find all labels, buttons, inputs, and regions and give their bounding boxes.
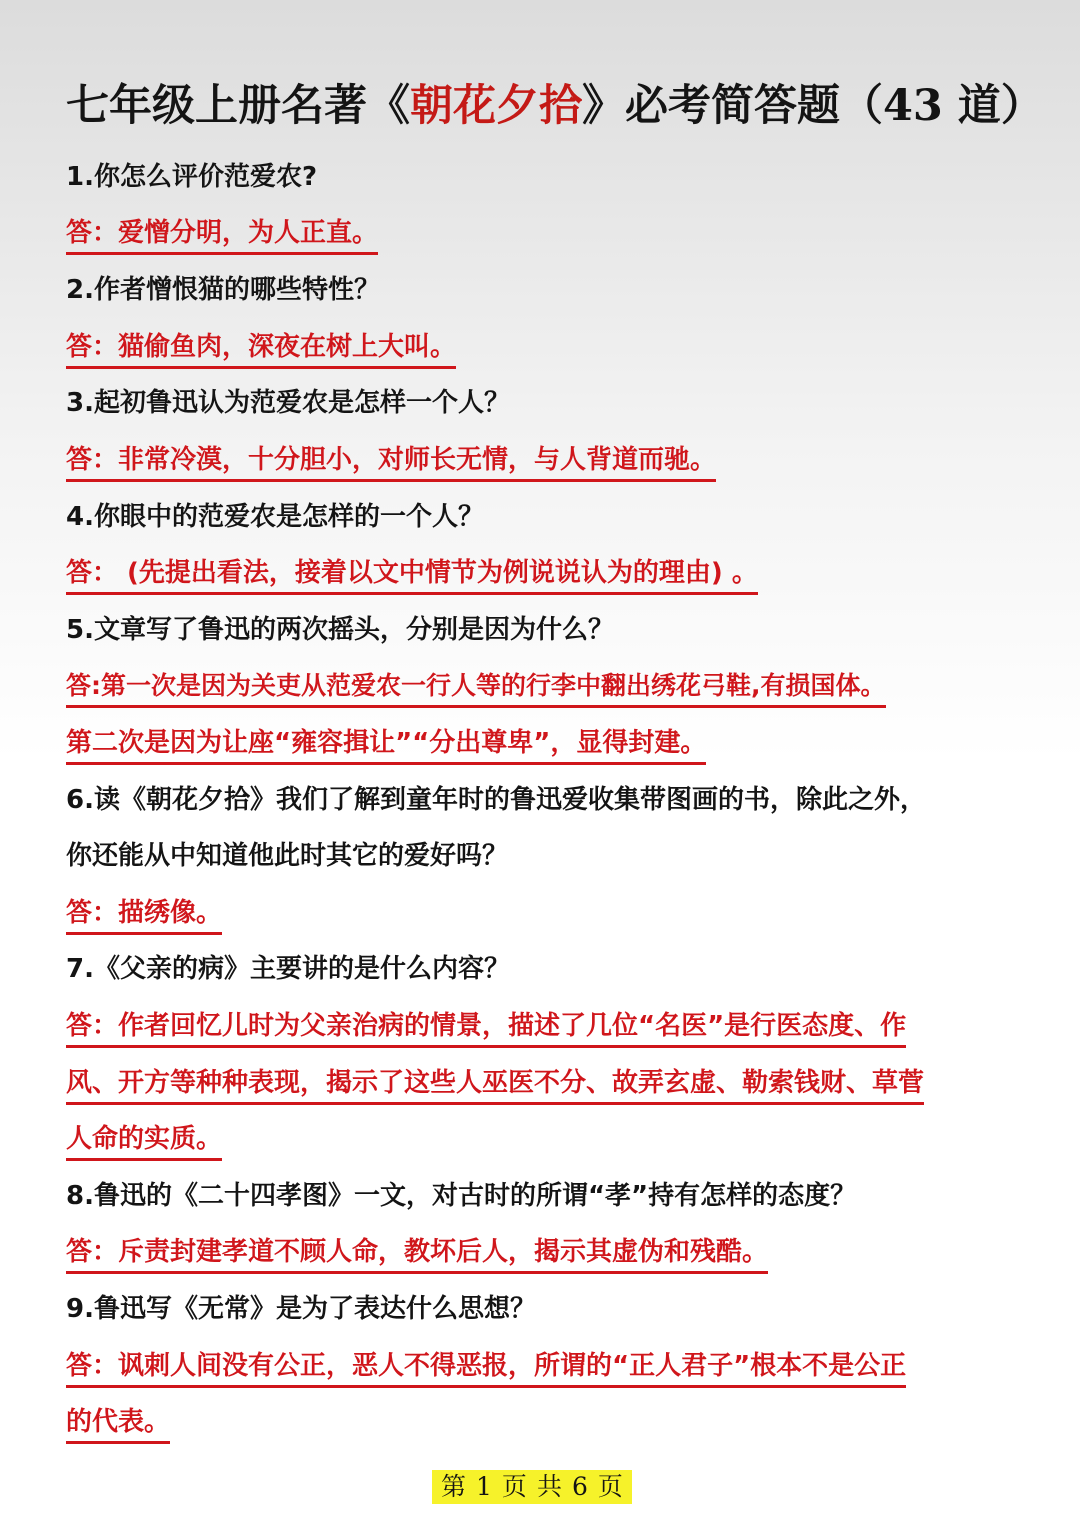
question-2: 2.作者憎恨猫的哪些特性？ (66, 275, 380, 305)
footer-word-ye: 页 (501, 1472, 527, 1501)
total-page-count: 6 (571, 1472, 588, 1501)
answer-2: 答：猫偷鱼肉，深夜在树上大叫。 (66, 330, 456, 369)
answer-7-line-2: 风、开方等种种表现，揭示了这些人巫医不分、故弄玄虚、勒索钱财、草菅 (66, 1066, 924, 1105)
answer-5-line-1: 答:第一次是因为关吏从范爱农一行人等的行李中翻出绣花弓鞋,有损国体。 (66, 669, 886, 708)
current-page-number: 1 (476, 1472, 492, 1501)
answer-7-line-1: 答：作者回忆儿时为父亲治病的情景，描述了几位“名医”是行医态度、作 (66, 1009, 906, 1048)
answer-8: 答：斥责封建孝道不顾人命，教坏后人，揭示其虚伪和残酷。 (66, 1235, 768, 1274)
title-suffix: 》必考简答题（43 道） (582, 81, 1044, 131)
footer-word-ye-2: 页 (597, 1472, 623, 1501)
question-9: 9.鲁迅写《无常》是为了表达什么思想？ (66, 1294, 536, 1324)
answer-9-line-1: 答：讽刺人间没有公正，恶人不得恶报，所谓的“正人君子”根本不是公正 (66, 1349, 906, 1388)
question-8: 8.鲁迅的《二十四孝图》一文，对古时的所谓“孝”持有怎样的态度？ (66, 1181, 857, 1211)
footer-word-gong: 共 (536, 1472, 562, 1501)
answer-1: 答：爱憎分明，为人正直。 (66, 216, 378, 255)
page-title (66, 80, 1056, 132)
page-number-footer (432, 1470, 632, 1504)
title-prefix: 七年级上册名著《 (66, 81, 410, 131)
answer-7-line-3: 人命的实质。 (66, 1122, 222, 1161)
answer-4: 答： (先提出看法，接着以文中情节为例说说认为的理由) 。 (66, 556, 758, 595)
question-1: 1.你怎么评价范爱农? (66, 162, 318, 192)
answer-9-line-2: 的代表。 (66, 1405, 170, 1444)
question-4: 4.你眼中的范爱农是怎样的一个人？ (66, 502, 484, 532)
question-6-line-1: 6.读《朝花夕拾》我们了解到童年时的鲁迅爱收集带图画的书，除此之外， (66, 785, 926, 815)
question-7: 7.《父亲的病》主要讲的是什么内容？ (66, 954, 510, 984)
footer-word-di: 第 (441, 1472, 467, 1501)
question-6-line-2: 你还能从中知道他此时其它的爱好吗？ (66, 841, 509, 871)
title-book-name: 朝花夕拾 (410, 81, 582, 131)
answer-3: 答：非常冷漠，十分胆小，对师长无情，与人背道而驰。 (66, 443, 716, 482)
answer-6: 答：描绣像。 (66, 896, 222, 935)
question-5: 5.文章写了鲁迅的两次摇头，分别是因为什么？ (66, 615, 614, 645)
question-3: 3.起初鲁迅认为范爱农是怎样一个人？ (66, 388, 510, 418)
answer-5-line-2: 第二次是因为让座“雍容揖让”“分出尊卑”，显得封建。 (66, 726, 706, 765)
